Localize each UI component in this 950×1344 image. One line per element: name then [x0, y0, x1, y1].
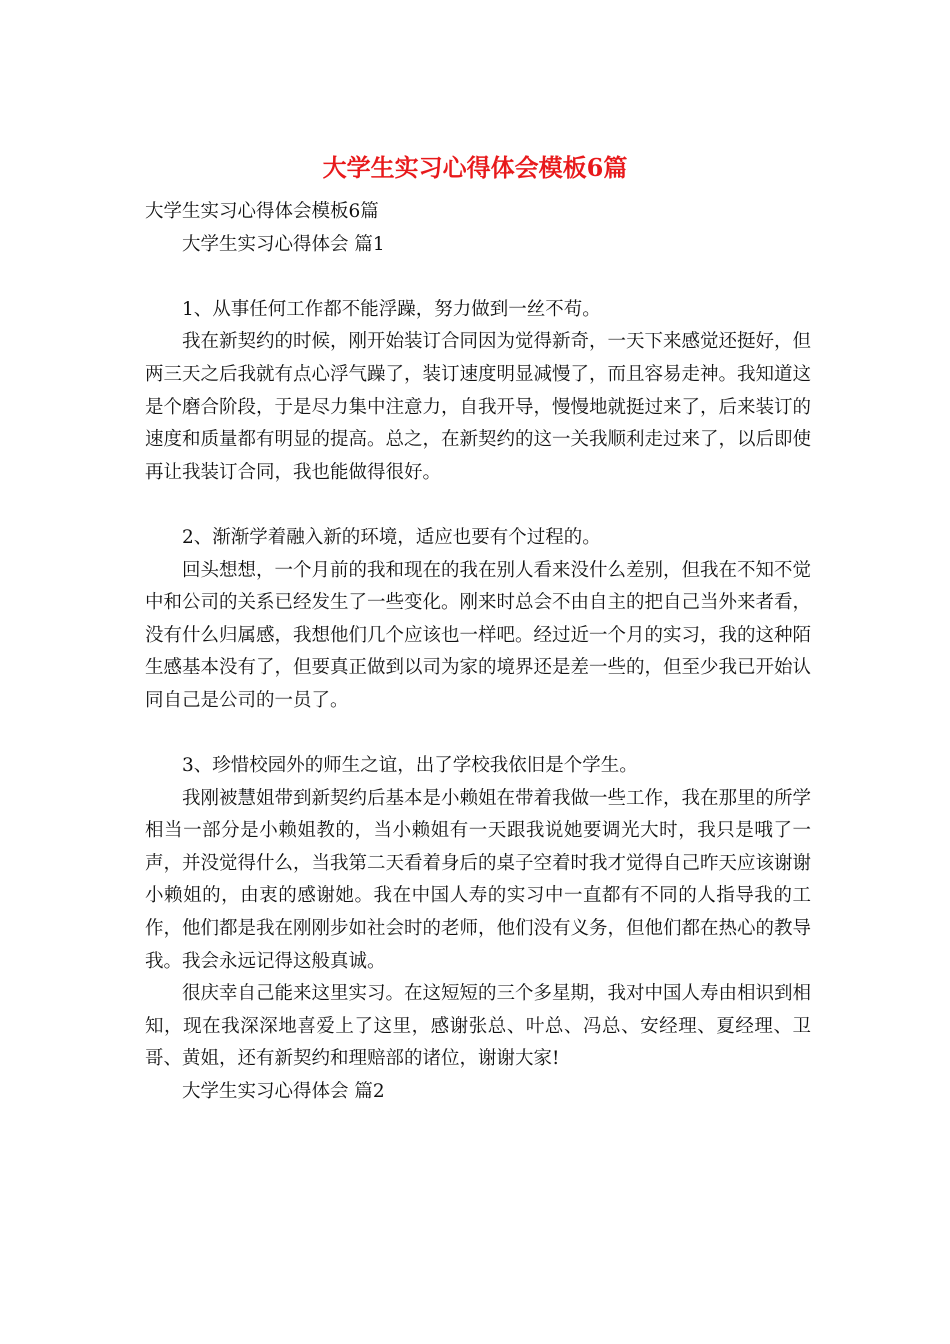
section-heading-2: 大学生实习心得体会 篇2 [182, 1081, 385, 1103]
document-title: 大学生实习心得体会模板6篇 [322, 153, 628, 182]
point-heading-1: 1、从事任何工作都不能浮躁，努力做到一丝不苟。 [182, 298, 601, 320]
section-heading-1: 大学生实习心得体会 篇1 [182, 233, 385, 255]
document-subtitle: 大学生实习心得体会模板6篇 [145, 201, 379, 222]
body-paragraph: 很庆幸自己能来这里实习。在这短短的三个多星期，我对中国人寿由相识到相知，现在我深深地喜爱上了这里，感谢张总、叶总、冯总、安经理、夏经理、卫哥、黄姐，还有新契约和理赔部的诸位，谢谢大家! [145, 983, 812, 1070]
document-body [145, 196, 811, 1109]
point-heading-2: 2、渐渐学着融入新的环境，适应也要有个过程的。 [182, 526, 601, 548]
point-heading-3: 3、珍惜校园外的师生之谊，出了学校我依旧是个学生。 [182, 755, 638, 777]
body-paragraph: 我刚被慧姐带到新契约后基本是小赖姐在带着我做一些工作，我在那里的所学相当一部分是小赖姐教的，当小赖姐有一天跟我说她要调光大时，我只是哦了一声，并没觉得什么，当我第二天看着身后的桌子空着时我才觉得自己昨天应该谢谢小赖姐的，由衷的感谢她。我在中国人寿的实习中一直都有不同的人指导我的工作，他们都是我在刚刚步如社会时的老师，他们没有义务，但他们都在热心的教导我。我会永远记得这般真诚。 [145, 787, 812, 972]
body-paragraph: 我在新契约的时候，刚开始装订合同因为觉得新奇，一天下来感觉还挺好，但两三天之后我就有点心浮气躁了，装订速度明显减慢了，而且容易走神。我知道这是个磨合阶段，于是尽力集中注意力，自我开导，慢慢地就挺过来了，后来装订的速度和质量都有明显的提高。总之，在新契约的这一关我顺利走过来了，以后即使再让我装订合同，我也能做得很好。 [145, 331, 812, 483]
body-paragraph: 回头想想，一个月前的我和现在的我在别人看来没什么差别，但我在不知不觉中和公司的关系已经发生了一些变化。刚来时总会不由自主的把自己当外来者看，没有什么归属感，我想他们几个应该也一样吧。经过近一个月的实习，我的这种陌生感基本没有了，但要真正做到以司为家的境界还是差一些的，但至少我已开始认同自己是公司的一员了。 [145, 559, 812, 711]
